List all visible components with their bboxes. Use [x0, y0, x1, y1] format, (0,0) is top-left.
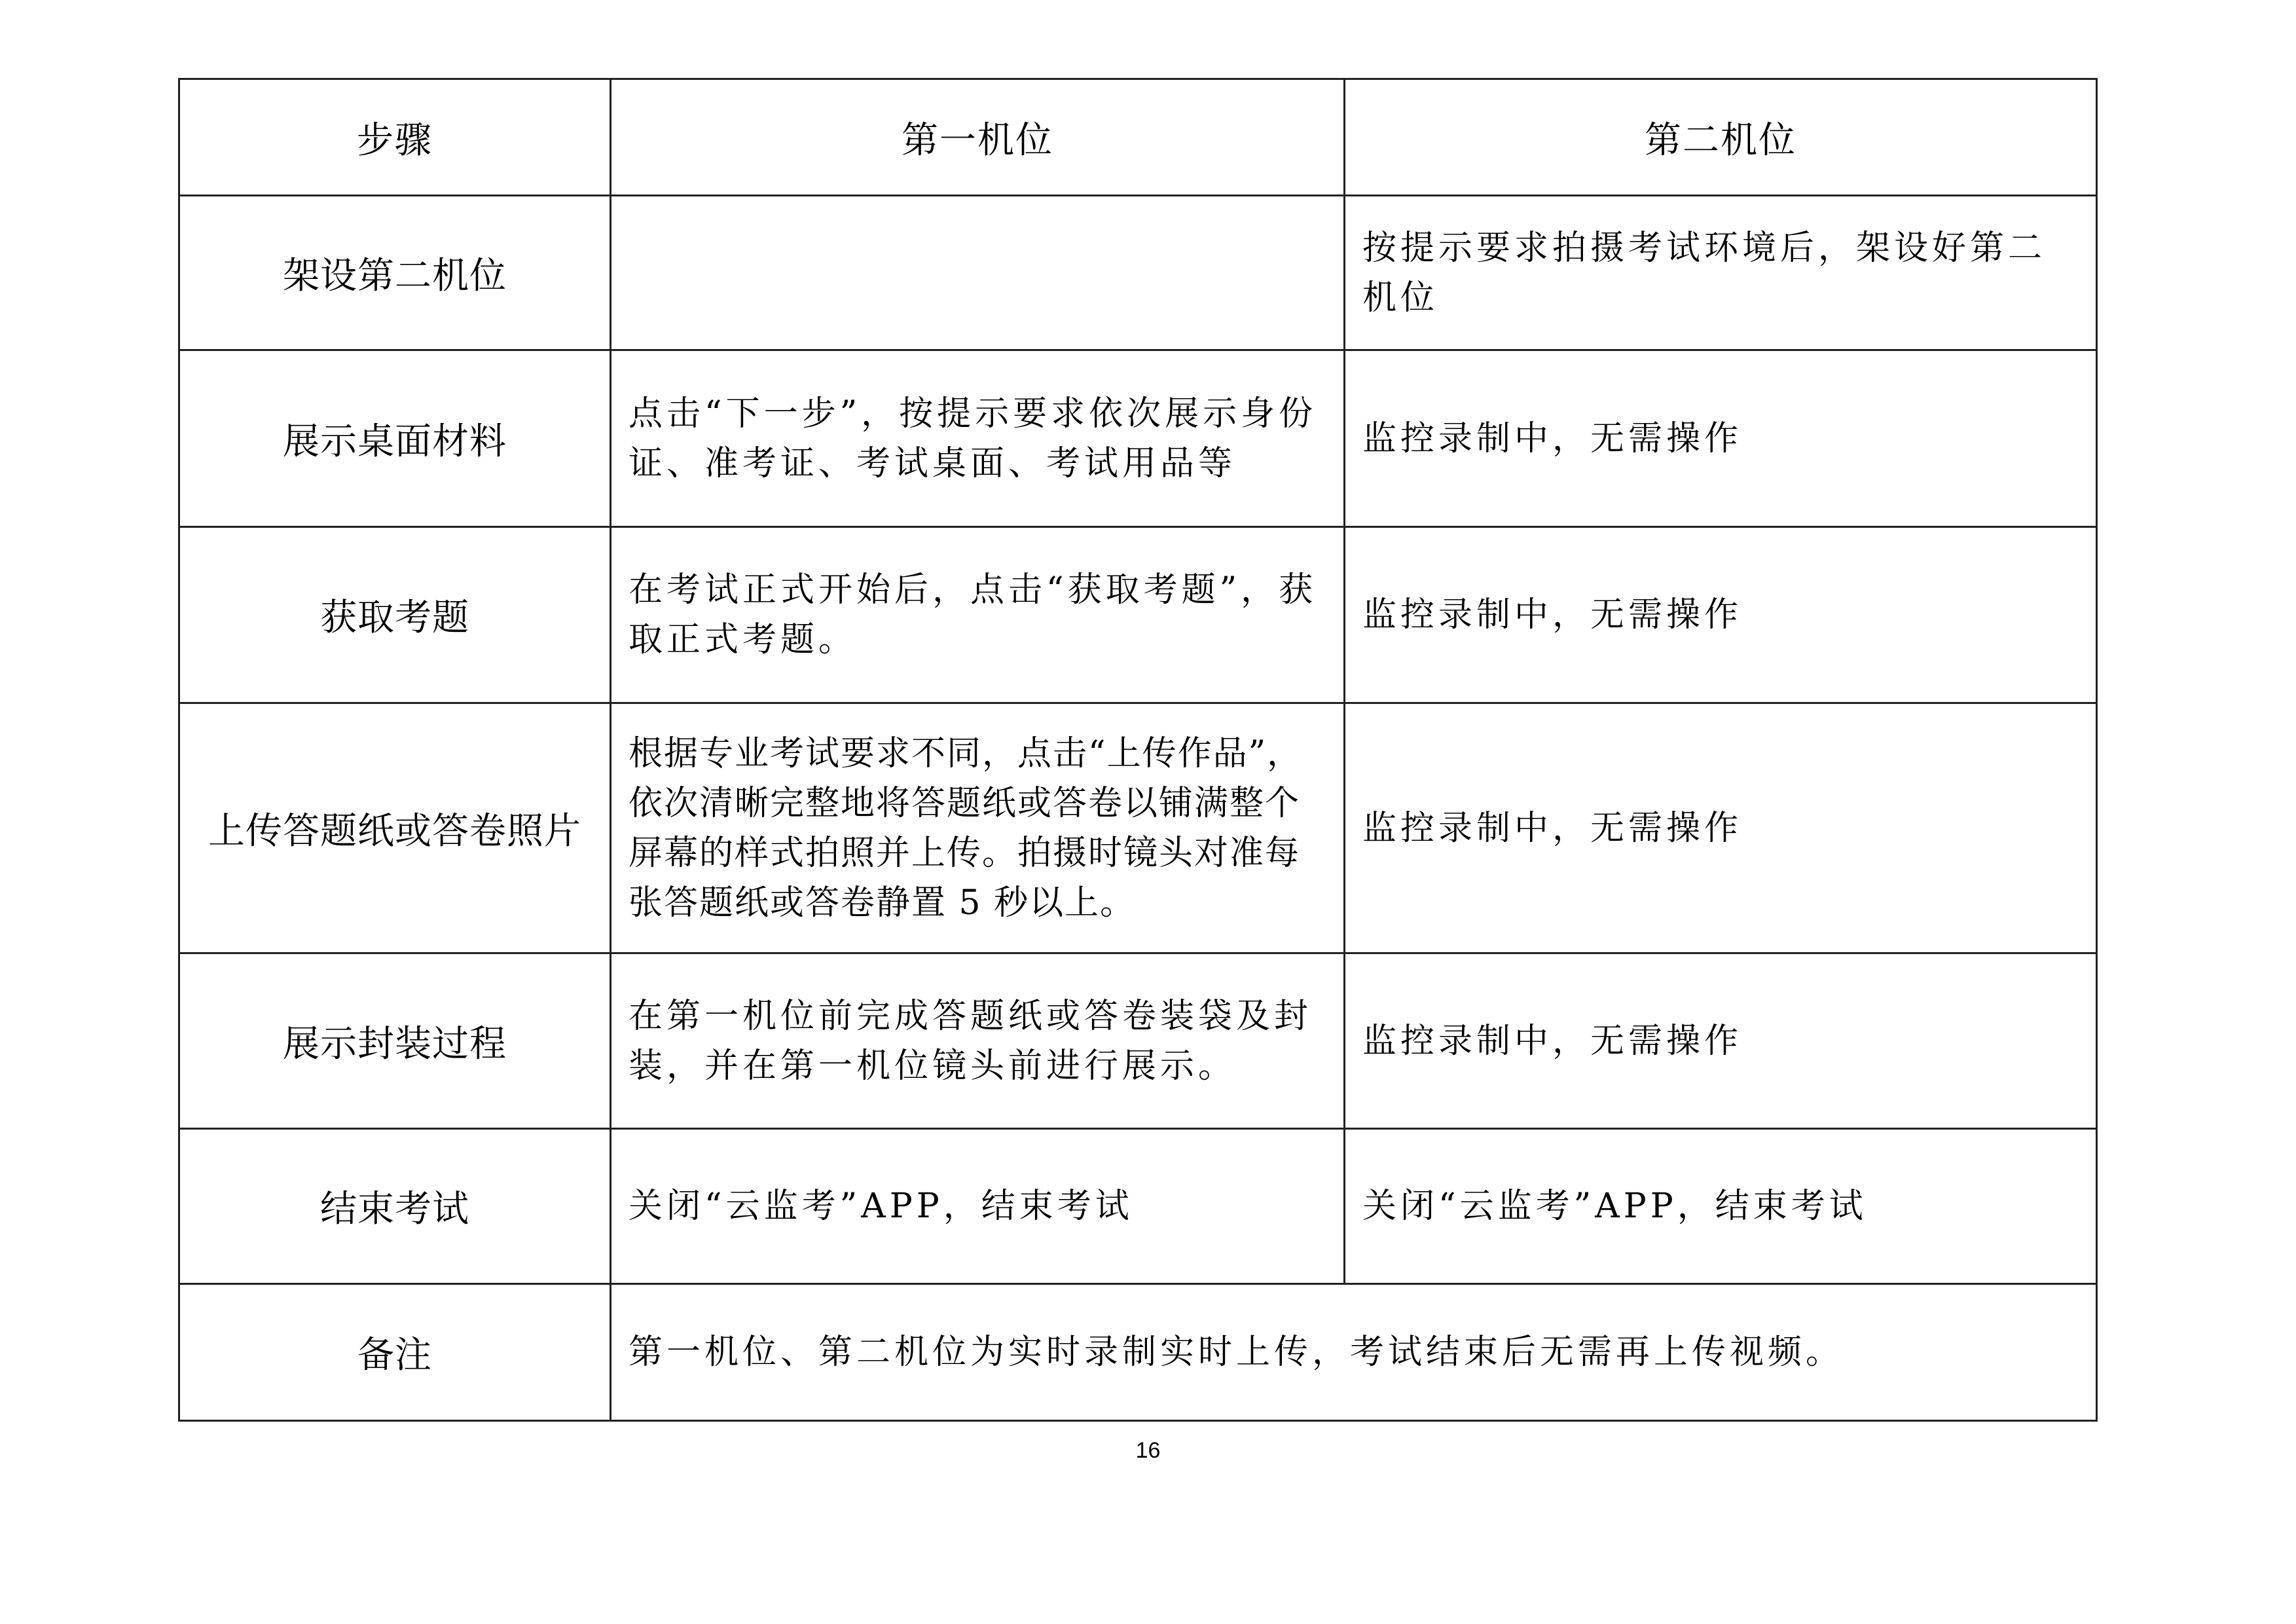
second-camera-cell: 关闭“云监考”APP，结束考试: [1345, 1129, 2097, 1284]
second-camera-cell: 监控录制中，无需操作: [1345, 953, 2097, 1129]
step-cell: 架设第二机位: [179, 196, 611, 350]
first-camera-cell: 在考试正式开始后，点击“获取考题”，获取正式考题。: [611, 527, 1345, 703]
second-camera-cell: 监控录制中，无需操作: [1345, 527, 2097, 703]
second-camera-cell: 按提示要求拍摄考试环境后，架设好第二机位: [1345, 196, 2097, 350]
first-camera-cell: [611, 196, 1345, 350]
header-step: 步骤: [179, 79, 611, 196]
first-camera-cell: 根据专业考试要求不同，点击“上传作品”，依次清晰完整地将答题纸或答卷以铺满整个屏幕的样式拍照并上传。拍摄时镜头对准每张答题纸或答卷静置 5 秒以上。: [611, 703, 1345, 953]
note-text: 第一机位、第二机位为实时录制实时上传，考试结束后无需再上传视频。: [611, 1284, 2097, 1421]
table-row: [179, 953, 2097, 1129]
header-second-camera: 第二机位: [1345, 79, 2097, 196]
step-cell: 上传答题纸或答卷照片: [179, 703, 611, 953]
second-camera-cell: 监控录制中，无需操作: [1345, 703, 2097, 953]
first-camera-cell: 点击“下一步”，按提示要求依次展示身份证、准考证、考试桌面、考试用品等: [611, 350, 1345, 527]
table-row: [179, 196, 2097, 350]
step-cell: 展示桌面材料: [179, 350, 611, 527]
second-camera-cell: 监控录制中，无需操作: [1345, 350, 2097, 527]
table-row: [179, 527, 2097, 703]
first-camera-cell: 在第一机位前完成答题纸或答卷装袋及封装，并在第一机位镜头前进行展示。: [611, 953, 1345, 1129]
page-number: 16: [1135, 1438, 1161, 1463]
exam-procedure-table: [178, 78, 2098, 1422]
step-cell: 结束考试: [179, 1129, 611, 1284]
table-header-row: [179, 79, 2097, 196]
step-cell: 获取考题: [179, 527, 611, 703]
step-cell: 展示封装过程: [179, 953, 611, 1129]
table-row: [179, 1129, 2097, 1284]
note-row: [179, 1284, 2097, 1421]
first-camera-cell: 关闭“云监考”APP，结束考试: [611, 1129, 1345, 1284]
table-row: [179, 703, 2097, 953]
header-first-camera: 第一机位: [611, 79, 1345, 196]
table-row: [179, 350, 2097, 527]
note-label: 备注: [179, 1284, 611, 1421]
